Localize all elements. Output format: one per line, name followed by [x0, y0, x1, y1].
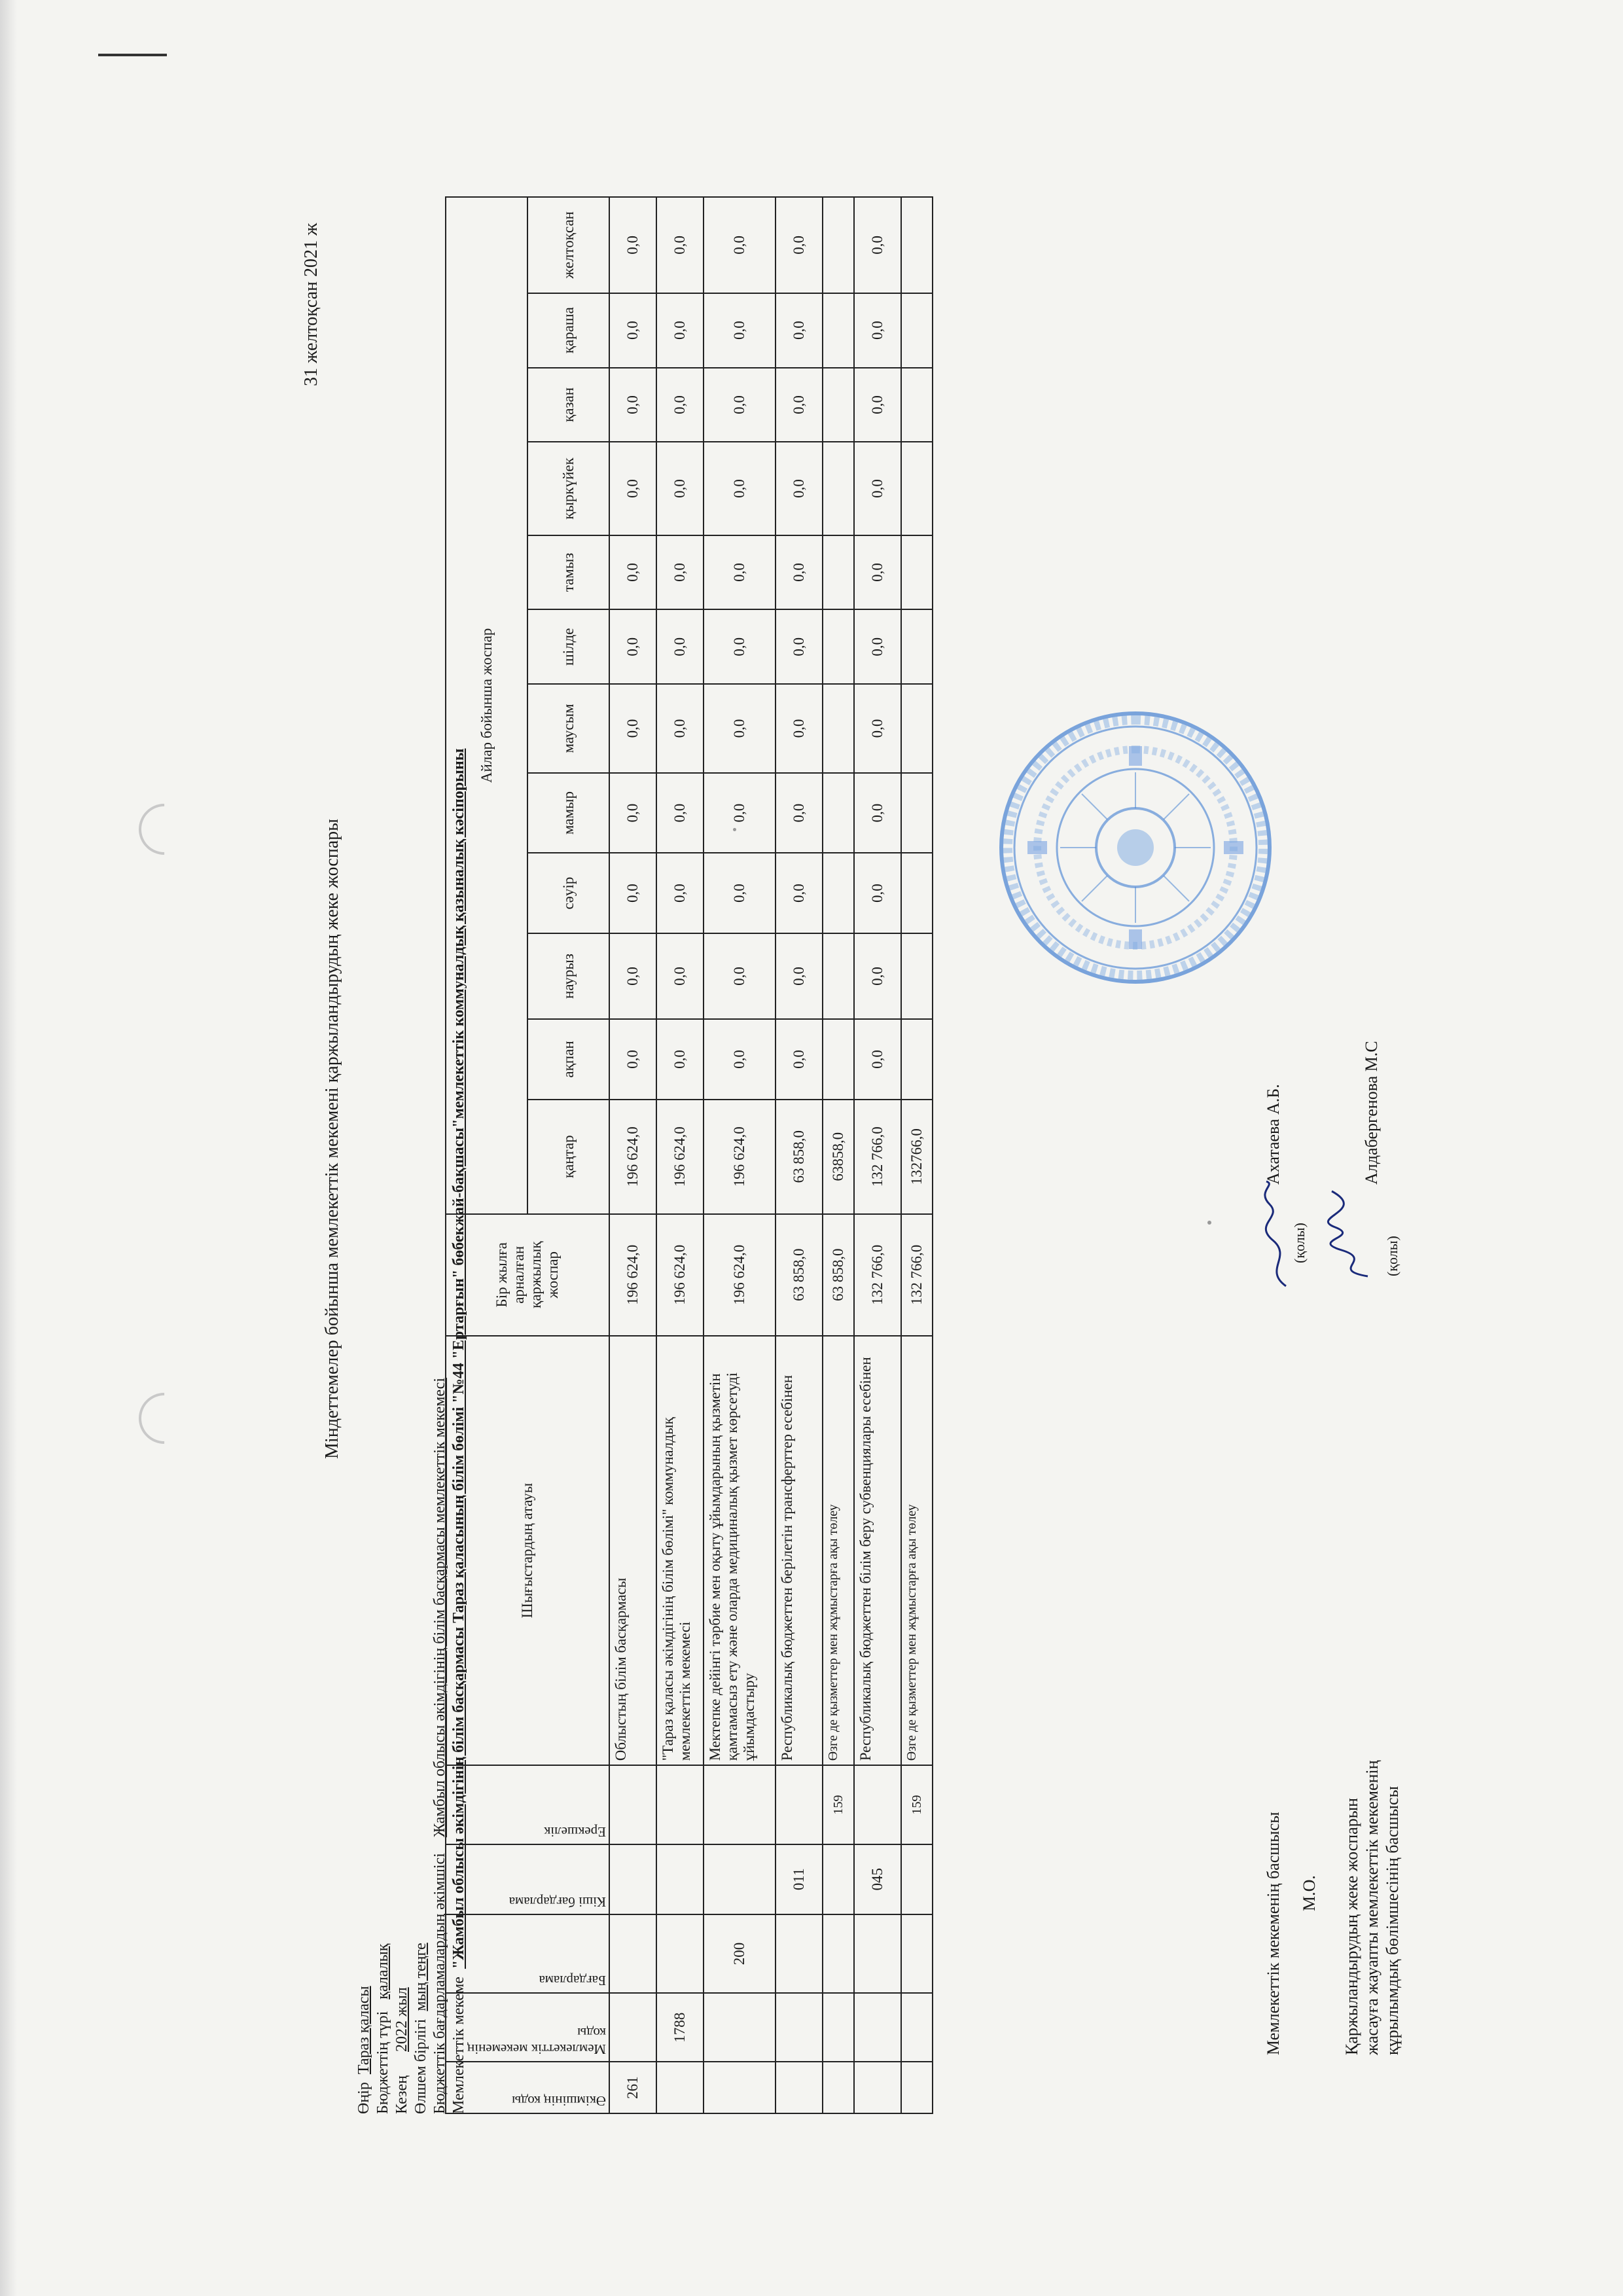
cell-month-value [823, 293, 854, 368]
cell-month-value: 0,0 [854, 773, 901, 853]
cell-subprogram: 011 [776, 1844, 823, 1914]
unit-label: Өлшем бірлігі [412, 2018, 429, 2114]
finance-signature [1315, 1185, 1381, 1283]
region-value: Тараз қаласы [355, 1986, 372, 2075]
cell-name: "Тараз қаласы әкімдігінің білім бөлімі" коммуналдық мемлекеттік мекемесі [656, 1336, 704, 1766]
official-seal [995, 707, 1276, 988]
region-label: Өңір [355, 2082, 372, 2114]
col-header-specific: Ерекшелік [446, 1765, 609, 1844]
cell-month-value: 196 624,0 [609, 1100, 656, 1214]
cell-month-value: 0,0 [656, 684, 704, 773]
cell-month-value: 0,0 [656, 933, 704, 1019]
cell-name: Облыстың білім басқармасы [609, 1336, 656, 1766]
cell-month-value: 0,0 [704, 1019, 776, 1100]
cell-month-value: 0,0 [776, 933, 823, 1019]
cell-month-value: 0,0 [656, 609, 704, 684]
col-header-month: қазан [527, 368, 609, 442]
scan-shadow [0, 0, 17, 2296]
cell-specific [656, 1765, 704, 1844]
finance-name: Алдабергенова М.С [1362, 1041, 1381, 1185]
cell-month-value [901, 684, 933, 773]
cell-month-value: 0,0 [854, 609, 901, 684]
institution-label: Мемлекеттік мекеме [450, 1977, 467, 2114]
cell-month-value: 0,0 [704, 684, 776, 773]
admin-label: Бюджеттік бағдарламалардың әкімшісі [431, 1853, 448, 2114]
col-header-month: қараша [527, 293, 609, 368]
cell-month-value: 0,0 [776, 197, 823, 293]
cell-month-value: 0,0 [656, 853, 704, 933]
table-row [656, 197, 704, 2113]
cell-month-value: 0,0 [776, 853, 823, 933]
col-header-akimiat-code: Әкімшінің коды [446, 2062, 609, 2113]
col-header-month: сәуір [527, 853, 609, 933]
cell-institution-code [704, 1993, 776, 2062]
cell-month-value: 0,0 [609, 773, 656, 853]
cell-month-value [901, 535, 933, 610]
cell-name: Республикалық бюджеттен білім беру субвенциялары есебінен [854, 1336, 901, 1766]
cell-subprogram [609, 1844, 656, 1914]
scan-mark [98, 54, 167, 56]
table-row [704, 197, 776, 2113]
head-signature [1257, 1178, 1296, 1289]
cell-month-value: 0,0 [656, 773, 704, 853]
cell-month-value: 0,0 [776, 368, 823, 442]
cell-akimiat-code [656, 2062, 704, 2113]
cell-month-value: 0,0 [704, 933, 776, 1019]
cell-institution-code [823, 1993, 854, 2062]
cell-month-value: 0,0 [704, 368, 776, 442]
col-header-annual: Бір жылға арналған қаржылық жоспар [446, 1214, 609, 1336]
cell-annual: 196 624,0 [656, 1214, 704, 1336]
cell-month-value: 196 624,0 [656, 1100, 704, 1214]
cell-month-value [901, 197, 933, 293]
table-row [823, 197, 854, 2113]
cell-annual: 132 766,0 [901, 1214, 933, 1336]
table-body [609, 197, 933, 2113]
cell-subprogram [901, 1844, 933, 1914]
institution-value: "Жамбыл облысы әкімдігінің білім басқармасы Тараз қаласының білім бөлімі "№44 "Ертарғын" бөбекжай-бақшасы"мемлекеттік коммуналдық қазыналық кәсіпорыны [450, 748, 467, 1969]
cell-month-value: 0,0 [776, 293, 823, 368]
col-header-monthly: Айлар бойынша жоспар [446, 197, 527, 1214]
period-label: Кезең [393, 2075, 410, 2114]
col-header-month: тамыз [527, 535, 609, 610]
cell-month-value: 0,0 [656, 197, 704, 293]
rotated-document [236, 59, 1402, 2219]
head-label: Мемлекеттік мекеменің басшысы [1264, 1812, 1283, 2055]
financing-plan-table [445, 196, 933, 2114]
table-row [776, 197, 823, 2113]
cell-month-value: 0,0 [609, 933, 656, 1019]
cell-subprogram [823, 1844, 854, 1914]
cell-month-value [901, 368, 933, 442]
cell-month-value [823, 442, 854, 535]
budget-type-label: Бюджеттің түрі [374, 2011, 391, 2114]
cell-month-value: 0,0 [704, 197, 776, 293]
cell-subprogram: 045 [854, 1844, 901, 1914]
finance-label-2: жасауға жауапты мемлекеттік мекеменің [1363, 1760, 1382, 2055]
cell-akimiat-code [704, 2062, 776, 2113]
document-title: Міндеттемелер бойынша мемлекеттік мекемені қаржыландырудың жеке жоспары [322, 819, 342, 1459]
cell-month-value [901, 773, 933, 853]
cell-month-value: 0,0 [609, 1019, 656, 1100]
cell-akimiat-code: 261 [609, 2062, 656, 2113]
cell-month-value: 0,0 [704, 442, 776, 535]
cell-specific [609, 1765, 656, 1844]
punch-hole [128, 793, 200, 865]
cell-subprogram [704, 1844, 776, 1914]
cell-program [776, 1914, 823, 1993]
cell-specific: 159 [823, 1765, 854, 1844]
cell-akimiat-code [901, 2062, 933, 2113]
cell-institution-code [854, 1993, 901, 2062]
cell-month-value: 0,0 [609, 535, 656, 610]
cell-month-value: 132 766,0 [854, 1100, 901, 1214]
cell-month-value: 0,0 [609, 368, 656, 442]
cell-month-value: 0,0 [656, 442, 704, 535]
cell-month-value: 0,0 [854, 1019, 901, 1100]
cell-program [656, 1914, 704, 1993]
cell-akimiat-code [823, 2062, 854, 2113]
budget-type-value: қалалық [374, 1943, 391, 2000]
cell-month-value [901, 293, 933, 368]
cell-month-value: 196 624,0 [704, 1100, 776, 1214]
cell-month-value: 0,0 [854, 853, 901, 933]
cell-month-value: 0,0 [854, 442, 901, 535]
cell-month-value [823, 853, 854, 933]
cell-month-value: 0,0 [854, 535, 901, 610]
cell-annual: 196 624,0 [704, 1214, 776, 1336]
cell-month-value: 132766,0 [901, 1100, 933, 1214]
col-header-month: мамыр [527, 773, 609, 853]
cell-month-value: 0,0 [656, 535, 704, 610]
col-header-name: Шығыстардың атауы [446, 1336, 609, 1766]
col-header-subprogram: Кіші бағдарлама [446, 1844, 609, 1914]
cell-specific [776, 1765, 823, 1844]
period-value: 2022 жыл [393, 1987, 410, 2052]
cell-annual: 63 858,0 [776, 1214, 823, 1336]
cell-specific [854, 1765, 901, 1844]
col-header-month: қаңтар [527, 1100, 609, 1214]
cell-akimiat-code [776, 2062, 823, 2113]
cell-month-value: 63858,0 [823, 1100, 854, 1214]
cell-subprogram [656, 1844, 704, 1914]
cell-month-value: 0,0 [609, 442, 656, 535]
cell-month-value: 0,0 [704, 773, 776, 853]
head-sign-hint: (қолы) [1291, 1223, 1308, 1263]
cell-month-value [823, 368, 854, 442]
cell-month-value: 0,0 [656, 293, 704, 368]
col-header-month: ақпан [527, 1019, 609, 1100]
cell-month-value [823, 197, 854, 293]
cell-month-value: 0,0 [776, 684, 823, 773]
punch-hole [128, 1382, 200, 1454]
cell-annual: 63 858,0 [823, 1214, 854, 1336]
cell-month-value: 0,0 [609, 197, 656, 293]
col-header-month: наурыз [527, 933, 609, 1019]
cell-month-value: 0,0 [656, 368, 704, 442]
cell-month-value [823, 535, 854, 610]
cell-institution-code [776, 1993, 823, 2062]
cell-program: 200 [704, 1914, 776, 1993]
cell-month-value: 0,0 [854, 197, 901, 293]
table-row [609, 197, 656, 2113]
unit-value: мың теңге [412, 1943, 429, 2011]
cell-name: Өзге де қызметтер мен жұмыстарға ақы төлеу [901, 1336, 933, 1766]
table-row [901, 197, 933, 2113]
cell-month-value [823, 1019, 854, 1100]
cell-month-value: 0,0 [854, 368, 901, 442]
finance-label-1: Қаржыландырудың жеке жоспарын [1342, 1797, 1361, 2055]
cell-month-value: 0,0 [609, 853, 656, 933]
table-row [854, 197, 901, 2113]
col-header-month: маусым [527, 684, 609, 773]
cell-month-value [901, 853, 933, 933]
cell-month-value: 0,0 [776, 773, 823, 853]
cell-month-value: 0,0 [704, 293, 776, 368]
table-header-row [446, 197, 527, 2113]
cell-specific: 159 [901, 1765, 933, 1844]
cell-month-value: 0,0 [776, 535, 823, 610]
cell-month-value: 0,0 [854, 684, 901, 773]
cell-month-value: 0,0 [776, 609, 823, 684]
cell-month-value [901, 1019, 933, 1100]
head-name: Ахатаева А.Б. [1264, 1084, 1283, 1185]
cell-program [854, 1914, 901, 1993]
cell-month-value [901, 933, 933, 1019]
cell-month-value [823, 773, 854, 853]
cell-annual: 196 624,0 [609, 1214, 656, 1336]
cell-month-value [901, 609, 933, 684]
cell-month-value: 0,0 [776, 1019, 823, 1100]
cell-akimiat-code [854, 2062, 901, 2113]
col-header-month: қыркүйек [527, 442, 609, 535]
cell-month-value: 0,0 [609, 684, 656, 773]
finance-label-3: құрылымдық бөлімшесінің басшысы [1383, 1785, 1402, 2055]
cell-month-value: 0,0 [656, 1019, 704, 1100]
col-header-program: Бағдарлама [446, 1914, 609, 1993]
cell-month-value: 63 858,0 [776, 1100, 823, 1214]
cell-month-value [823, 609, 854, 684]
admin-value: Жамбыл облысы әкімдігінің білім басқармасы мемлекеттік мекемесі [431, 1378, 448, 1838]
col-header-month: желтоқсан [527, 197, 609, 293]
document-date: 31 желтоқсан 2021 ж [301, 223, 321, 386]
cell-institution-code [609, 1993, 656, 2062]
cell-annual: 132 766,0 [854, 1214, 901, 1336]
cell-month-value [823, 684, 854, 773]
col-header-institution-code: Мемлекеттік мекеменің коды [446, 1993, 609, 2062]
cell-month-value: 0,0 [704, 609, 776, 684]
finance-sign-hint: (қолы) [1384, 1236, 1400, 1276]
cell-month-value: 0,0 [776, 442, 823, 535]
cell-program [609, 1914, 656, 1993]
cell-name: Мектепке дейінгі тәрбие мен оқыту ұйымдарының қызметін қамтамасыз ету және оларда медициналық қызмет көрсетуді ұйымдастыру [704, 1336, 776, 1766]
cell-month-value [901, 442, 933, 535]
cell-month-value: 0,0 [609, 293, 656, 368]
cell-month-value: 0,0 [704, 853, 776, 933]
cell-month-value: 0,0 [609, 609, 656, 684]
mo-label: М.О. [1300, 1875, 1319, 1911]
cell-month-value: 0,0 [854, 293, 901, 368]
cell-name: Өзге де қызметтер мен жұмыстарға ақы төлеу [823, 1336, 854, 1766]
cell-program [901, 1914, 933, 1993]
col-header-month: шілде [527, 609, 609, 684]
cell-institution-code: 1788 [656, 1993, 704, 2062]
cell-month-value: 0,0 [854, 933, 901, 1019]
cell-name: Республикалық бюджеттен берілетін трансферттер есебінен [776, 1336, 823, 1766]
cell-specific [704, 1765, 776, 1844]
cell-month-value: 0,0 [704, 535, 776, 610]
cell-institution-code [901, 1993, 933, 2062]
cell-program [823, 1914, 854, 1993]
cell-month-value [823, 933, 854, 1019]
